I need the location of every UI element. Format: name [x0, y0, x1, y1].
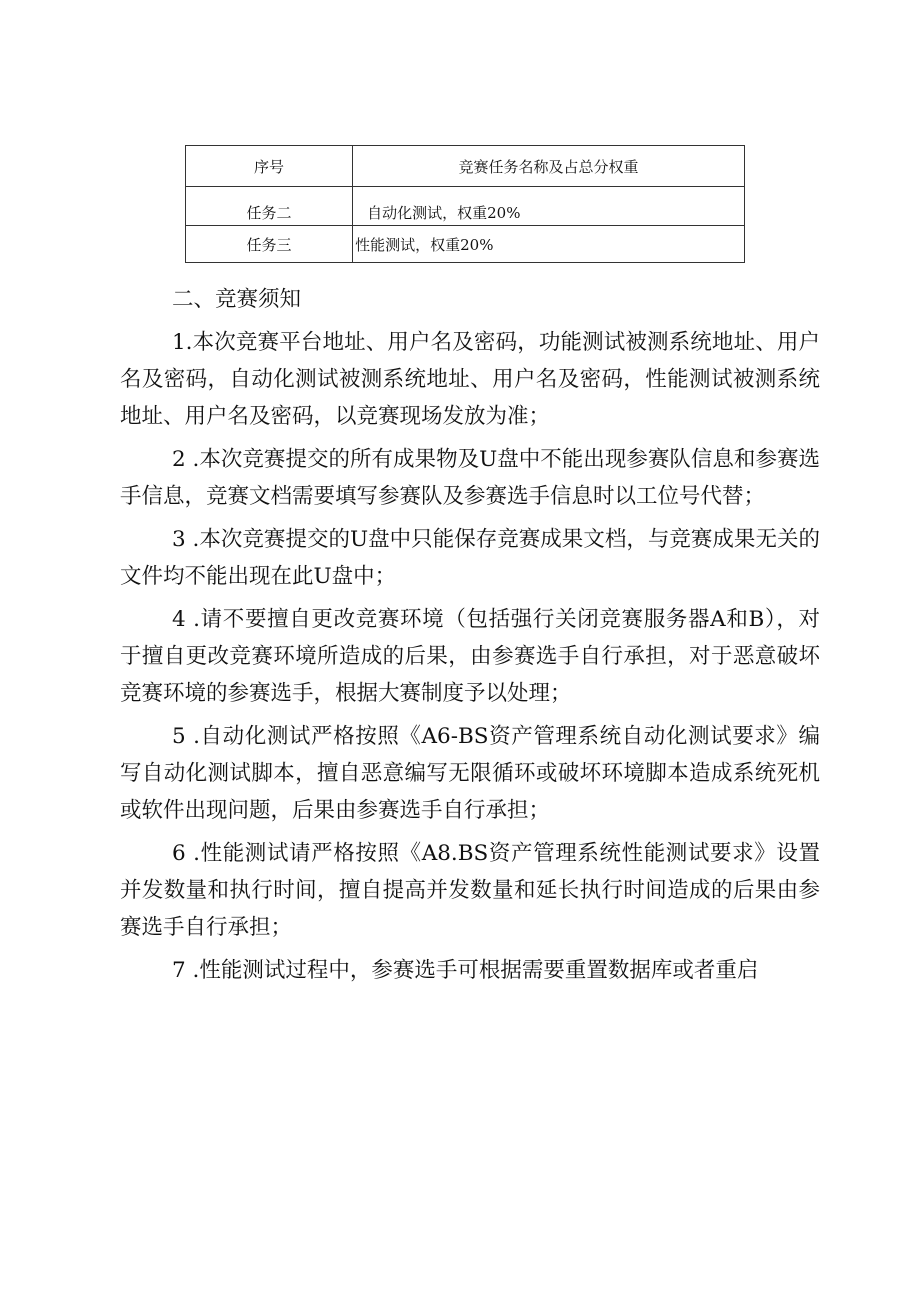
- rule-paragraph-6: 6 .性能测试请严格按照《A8.BS资产管理系统性能测试要求》设置并发数量和执行时间，擅自提高并发数量和延长执行时间造成的后果由参赛选手自行承担；: [120, 841, 820, 940]
- rule-paragraph-1: 1.本次竞赛平台地址、用户名及密码，功能测试被测系统地址、用户名及密码，自动化测试被测系统地址、用户名及密码，性能测试被测系统地址、用户名及密码，以竞赛现场发放为准；: [120, 330, 820, 429]
- table-header-seq: 序号: [186, 146, 353, 187]
- section-heading: 二、竞赛须知: [172, 287, 302, 312]
- task-weight-table: [185, 145, 745, 263]
- table-cell-task-name: 自动化测试，权重20%: [353, 187, 745, 226]
- table-cell-task-name: 性能测试，权重20%: [353, 226, 745, 263]
- table-row: [186, 187, 745, 226]
- rule-paragraph-3: 3 .本次竞赛提交的U盘中只能保存竞赛成果文档，与竞赛成果无关的文件均不能出现在此U盘中；: [120, 527, 820, 589]
- table-cell-seq: 任务三: [186, 226, 353, 263]
- table-header-task-name: 竞赛任务名称及占总分权重: [353, 146, 745, 187]
- rule-paragraph-4: 4 .请不要擅自更改竞赛环境（包括强行关闭竞赛服务器A和B），对于擅自更改竞赛环境所造成的后果，由参赛选手自行承担，对于恶意破坏竞赛环境的参赛选手，根据大赛制度予以处理；: [120, 607, 820, 706]
- table-row: [186, 226, 745, 263]
- rule-paragraph-7: 7 .性能测试过程中，参赛选手可根据需要重置数据库或者重启: [172, 958, 759, 983]
- table-cell-seq: 任务二: [186, 187, 353, 226]
- table-header-row: [186, 146, 745, 187]
- rule-paragraph-2: 2 .本次竞赛提交的所有成果物及U盘中不能出现参赛队信息和参赛选手信息，竞赛文档需要填写参赛队及参赛选手信息时以工位号代替；: [120, 447, 820, 509]
- document-body: [120, 281, 820, 995]
- rule-paragraph-5: 5 .自动化测试严格按照《A6-BS资产管理系统自动化测试要求》编写自动化测试脚本，擅自恶意编写无限循环或破坏环境脚本造成系统死机或软件出现问题，后果由参赛选手自行承担；: [120, 724, 820, 823]
